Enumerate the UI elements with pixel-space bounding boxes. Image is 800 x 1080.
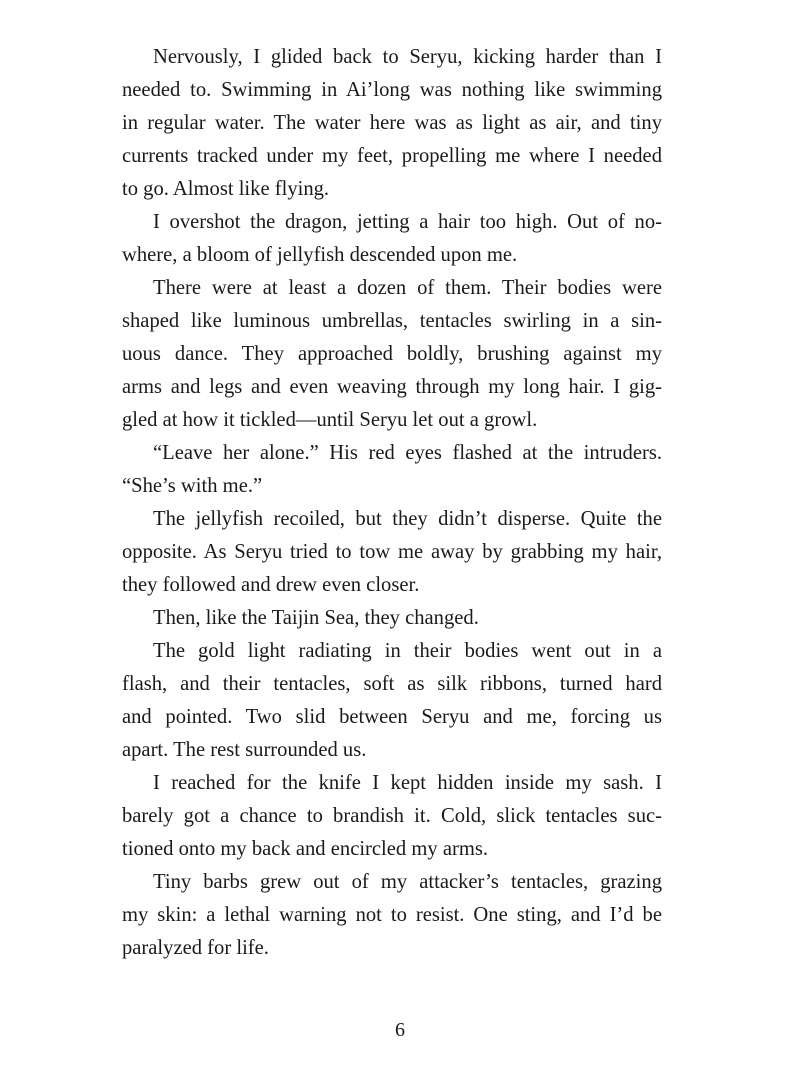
text-line: needed to. Swimming in Ai’long was nothing like swimming	[122, 79, 662, 101]
text-line: to go. Almost like flying.	[122, 178, 330, 200]
text-line: arms and legs and even weaving through my long hair. I gig-	[122, 376, 662, 398]
text-line: Tiny barbs grew out of my attacker’s tentacles, grazing	[153, 871, 662, 893]
text-line: tioned onto my back and encircled my arms.	[122, 838, 489, 860]
text-line: barely got a chance to brandish it. Cold, slick tentacles suc-	[122, 805, 662, 827]
text-line: The gold light radiating in their bodies went out in a	[153, 640, 662, 662]
text-line: currents tracked under my feet, propelling me where I needed	[122, 145, 662, 167]
page-number: 6	[395, 1019, 405, 1041]
text-line: “Leave her alone.” His red eyes flashed at the intruders.	[153, 442, 662, 464]
text-line: opposite. As Seryu tried to tow me away by grabbing my hair,	[122, 541, 662, 563]
text-line: I overshot the dragon, jetting a hair too high. Out of no-	[153, 211, 662, 233]
text-line: Nervously, I glided back to Seryu, kicking harder than I	[153, 46, 662, 68]
text-line: gled at how it tickled—until Seryu let out a growl.	[122, 409, 538, 431]
text-line: where, a bloom of jellyfish descended upon me.	[122, 244, 518, 266]
text-line: and pointed. Two slid between Seryu and me, forcing us	[122, 706, 662, 728]
text-line: Then, like the Taijin Sea, they changed.	[153, 607, 479, 629]
text-line: in regular water. The water here was as light as air, and tiny	[122, 112, 662, 134]
text-line: I reached for the knife I kept hidden inside my sash. I	[153, 772, 662, 794]
text-line: uous dance. They approached boldly, brushing against my	[122, 343, 662, 365]
text-line: flash, and their tentacles, soft as silk ribbons, turned hard	[122, 673, 662, 695]
text-line: There were at least a dozen of them. Their bodies were	[153, 277, 662, 299]
text-line: they followed and drew even closer.	[122, 574, 420, 596]
text-line: apart. The rest surrounded us.	[122, 739, 367, 761]
text-line: “She’s with me.”	[122, 475, 263, 497]
body-text	[122, 41, 662, 965]
text-line: my skin: a lethal warning not to resist. One sting, and I’d be	[122, 904, 662, 926]
text-line: The jellyfish recoiled, but they didn’t disperse. Quite the	[153, 508, 662, 530]
text-line: paralyzed for life.	[122, 937, 269, 959]
text-line: shaped like luminous umbrellas, tentacles swirling in a sin-	[122, 310, 662, 332]
